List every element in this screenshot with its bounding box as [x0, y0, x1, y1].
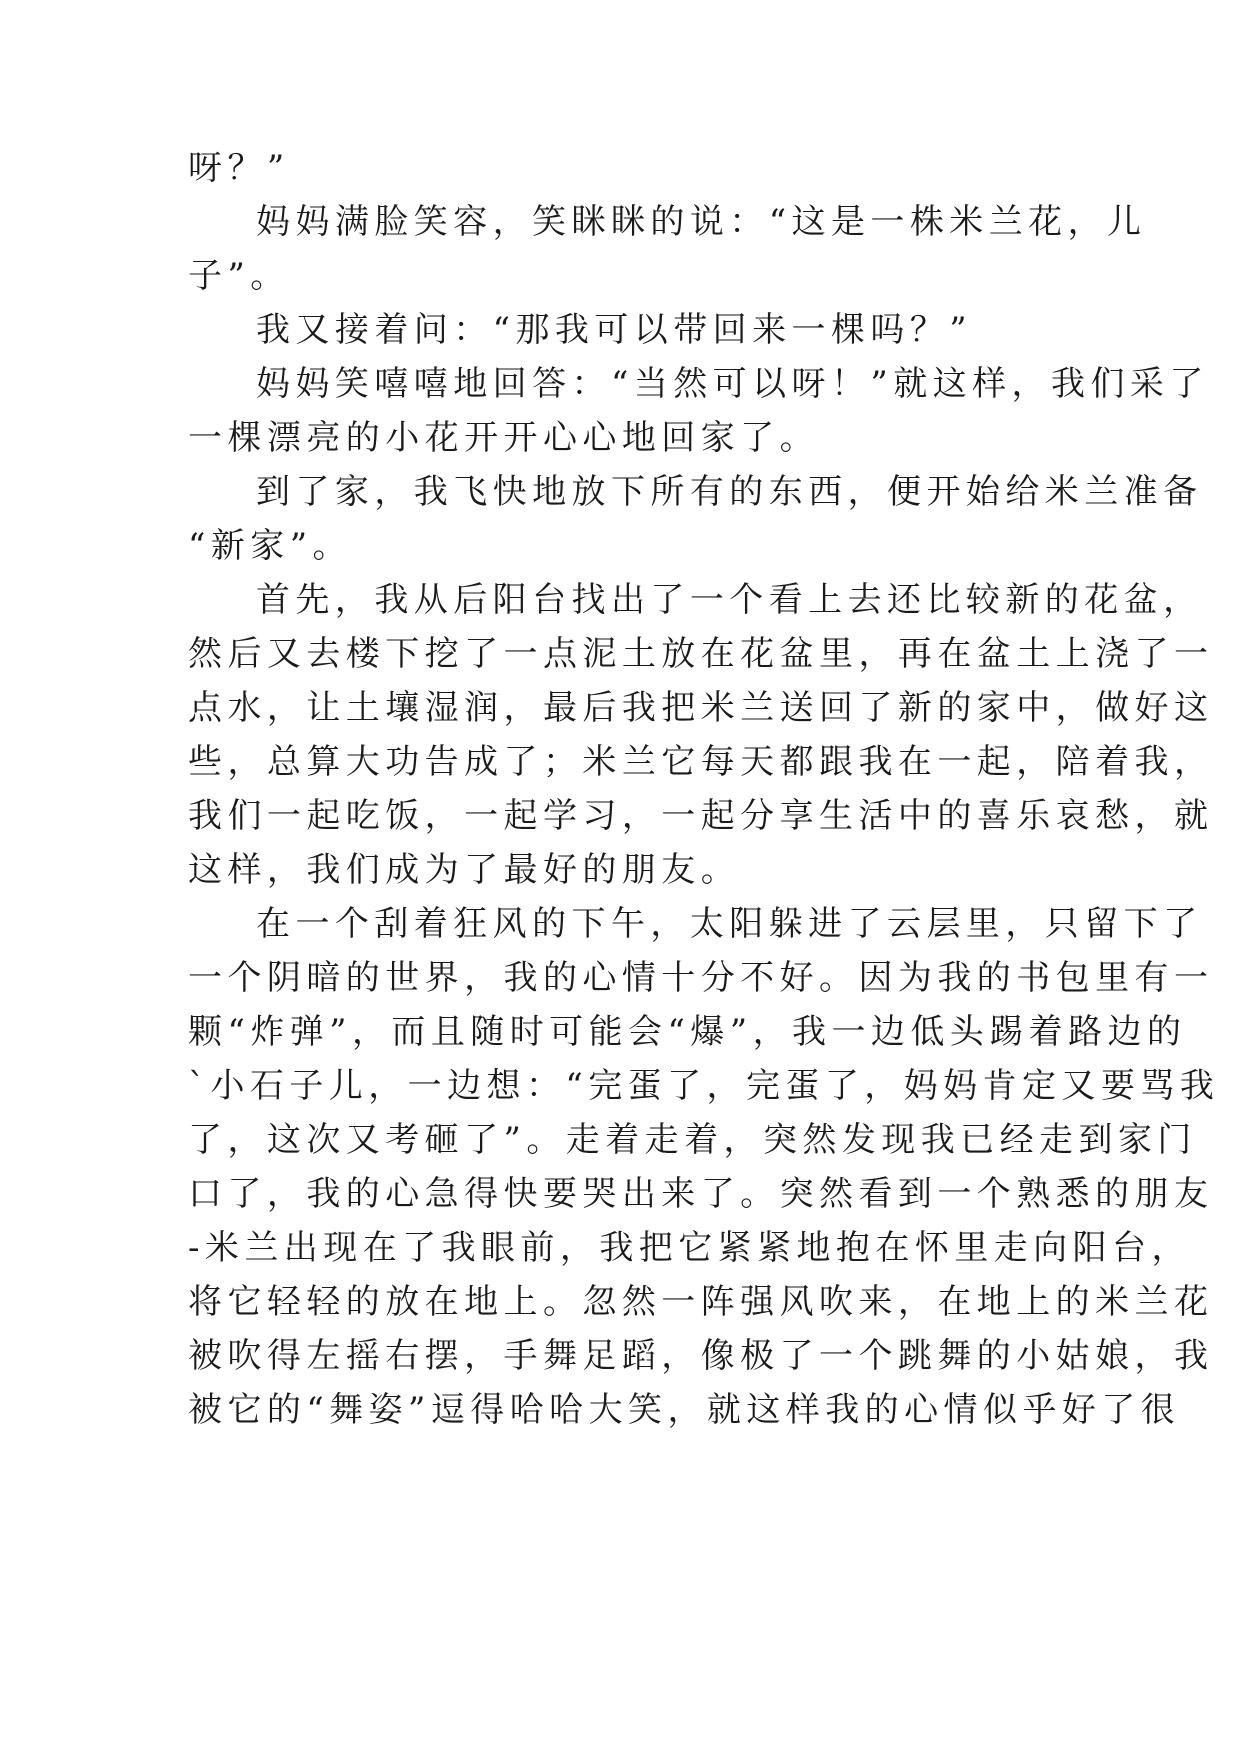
text-line: 我们一起吃饭，一起学习，一起分享生活中的喜乐哀愁，就: [188, 796, 1214, 836]
text-line: 妈妈满脸笑容，笑眯眯的说：“这是一株米兰花，儿: [256, 202, 1147, 242]
text-line: 些，总算大功告成了；米兰它每天都跟我在一起，陪着我，: [188, 742, 1214, 782]
text-line: 在一个刮着狂风的下午，太阳躲进了云层里，只留下了: [256, 904, 1203, 944]
text-line: 首先，我从后阳台找出了一个看上去还比较新的花盆，: [256, 580, 1203, 620]
text-line: 到了家，我飞快地放下所有的东西，便开始给米兰准备: [256, 472, 1203, 512]
text-line: 妈妈笑嘻嘻地回答：“当然可以呀！”就这样，我们采了: [256, 364, 1209, 404]
text-line: `小石子儿，一边想：“完蛋了，完蛋了，妈妈肯定又要骂我: [188, 1066, 1220, 1106]
text-line: 一棵漂亮的小花开开心心地回家了。: [188, 418, 820, 458]
text-line: 一个阴暗的世界，我的心情十分不好。因为我的书包里有一: [188, 958, 1214, 998]
text-line: 被吹得左摇右摆，手舞足蹈，像极了一个跳舞的小姑娘，我: [188, 1336, 1214, 1376]
text-line: 呀？”: [188, 148, 290, 188]
text-line: 点水，让土壤湿润，最后我把米兰送回了新的家中，做好这: [188, 688, 1214, 728]
text-line: -米兰出现在了我眼前，我把它紧紧地抱在怀里走向阳台，: [188, 1228, 1191, 1268]
text-line: 将它轻轻的放在地上。忽然一阵强风吹来，在地上的米兰花: [188, 1282, 1214, 1322]
text-line: 颗“炸弹”，而且随时可能会“爆”，我一边低头踢着路边的: [188, 1012, 1187, 1052]
text-line: 口了，我的心急得快要哭出来了。突然看到一个熟悉的朋友: [188, 1174, 1214, 1214]
text-line: 了，这次又考砸了”。走着走着，突然发现我已经走到家门: [188, 1120, 1197, 1160]
text-line: “新家”。: [188, 526, 352, 566]
text-line: 被它的“舞姿”逗得哈哈大笑，就这样我的心情似乎好了很: [188, 1390, 1181, 1430]
text-line: 我又接着问：“那我可以带回来一棵吗？”: [256, 310, 973, 350]
text-line: 子”。: [188, 256, 290, 296]
text-line: 这样，我们成为了最好的朋友。: [188, 850, 741, 890]
text-line: 然后又去楼下挖了一点泥土放在花盆里，再在盆土上浇了一: [188, 634, 1214, 674]
